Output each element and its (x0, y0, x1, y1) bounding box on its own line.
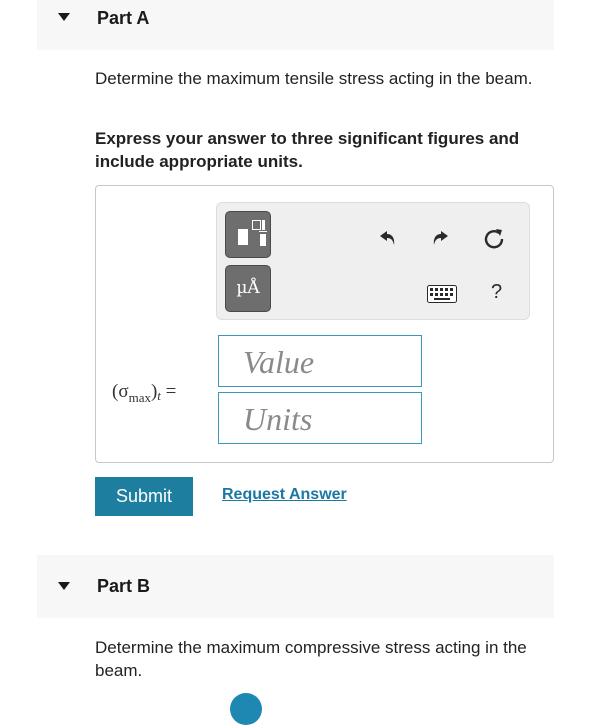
submit-button[interactable]: Submit (95, 477, 193, 516)
units-button[interactable] (225, 265, 271, 312)
reset-icon[interactable] (482, 226, 506, 250)
math-toolbar (216, 202, 530, 320)
label-subscript: max (128, 389, 151, 405)
undo-icon[interactable] (377, 227, 399, 249)
part-b-header[interactable] (37, 555, 554, 618)
hint-badge[interactable] (230, 693, 262, 725)
part-a-header[interactable] (37, 0, 554, 50)
value-input[interactable]: Value (218, 335, 422, 387)
template-button[interactable] (225, 211, 271, 258)
answer-box (95, 185, 554, 463)
help-button[interactable]: ? (491, 281, 503, 303)
label-t: t (157, 388, 161, 403)
part-a-question: Determine the maximum tensile stress acting in the beam. (95, 69, 533, 88)
part-b-question: Determine the maximum compressive stress acting in the beam. (95, 638, 527, 680)
request-answer-link[interactable]: Request Answer (222, 486, 347, 503)
caret-down-icon[interactable] (58, 582, 70, 590)
part-a-instruction: Express your answer to three significant figures and include appropriate units. (95, 129, 520, 171)
part-b-title: Part B (97, 576, 151, 596)
caret-down-icon[interactable] (58, 13, 70, 21)
redo-icon[interactable] (429, 227, 451, 249)
keyboard-icon[interactable] (427, 285, 457, 303)
units-symbol: µÅ (236, 278, 260, 298)
sigma-max-t-label: $(\sigma_{max})t$ = (112, 381, 177, 405)
part-a-title: Part A (97, 8, 150, 28)
units-input[interactable]: Units (218, 392, 422, 444)
